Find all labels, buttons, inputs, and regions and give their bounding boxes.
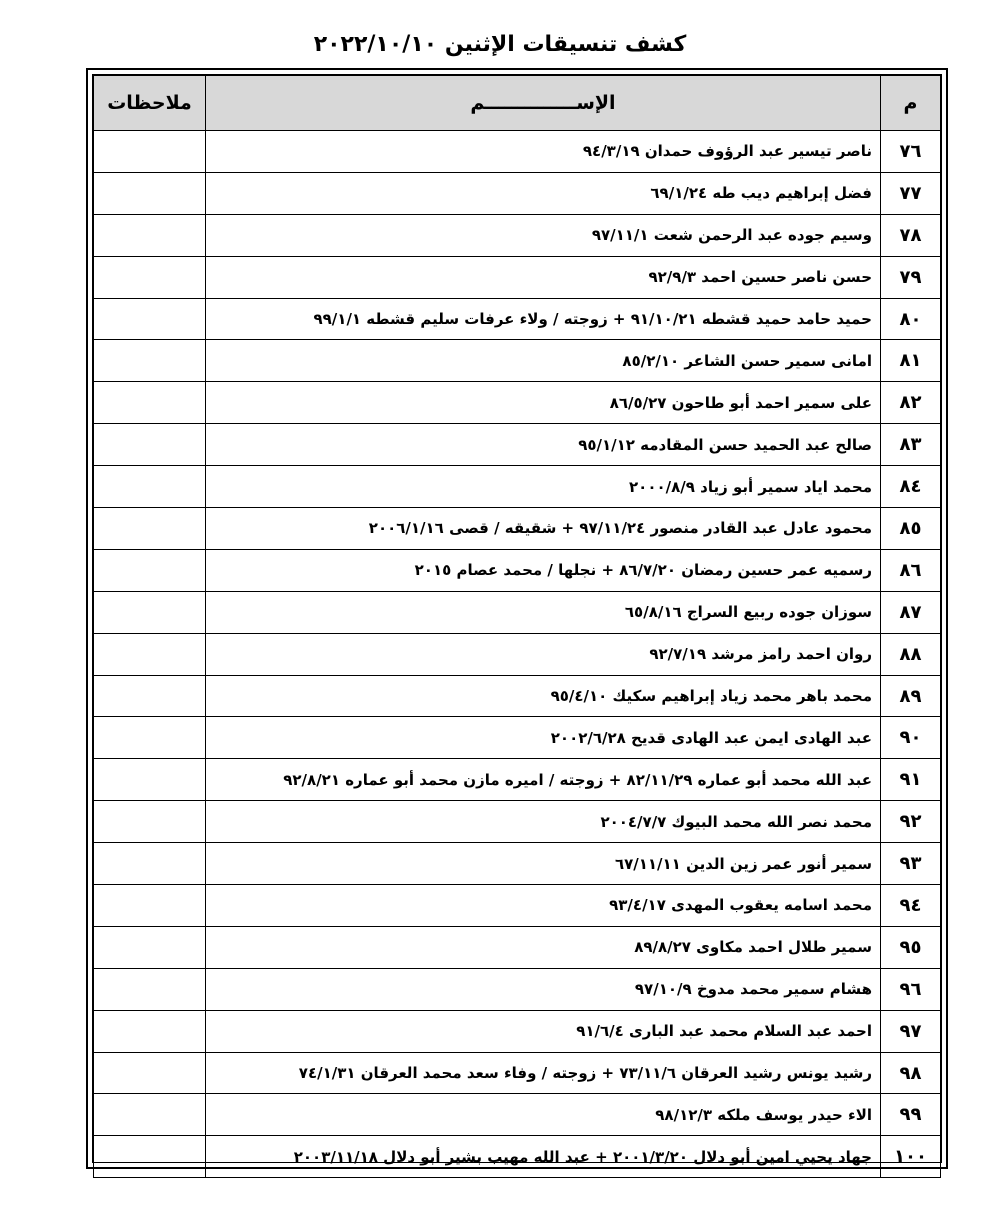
- row-number: ٨٢: [881, 382, 941, 424]
- row-name: احمد عبد السلام محمد عبد البارى ٩١/٦/٤: [206, 1010, 881, 1052]
- table-row: [94, 843, 941, 885]
- row-number: ٨١: [881, 340, 941, 382]
- table-row: [94, 340, 941, 382]
- table-row: [94, 1136, 941, 1178]
- row-notes: [94, 382, 206, 424]
- row-number: ٨٥: [881, 508, 941, 550]
- row-notes: [94, 131, 206, 173]
- row-number: ٩٢: [881, 801, 941, 843]
- row-number: ٩٩: [881, 1094, 941, 1136]
- row-notes: [94, 885, 206, 927]
- table-row: [94, 214, 941, 256]
- row-name: عبد الله محمد أبو عماره ٨٢/١١/٢٩ + زوجته / اميره مازن محمد أبو عماره ٩٢/٨/٢١: [206, 759, 881, 801]
- row-notes: [94, 801, 206, 843]
- row-name: محمود عادل عبد القادر منصور ٩٧/١١/٢٤ + شقيقه / قصى ٢٠٠٦/١/١٦: [206, 508, 881, 550]
- row-name: رشيد يونس رشيد العرقان ٧٣/١١/٦ + زوجته / وفاء سعد محمد العرقان ٧٤/١/٣١: [206, 1052, 881, 1094]
- table-row: [94, 591, 941, 633]
- row-number: ٩٣: [881, 843, 941, 885]
- table-row: [94, 759, 941, 801]
- row-name: هشام سمير محمد مدوخ ٩٧/١٠/٩: [206, 968, 881, 1010]
- row-name: الاء حيدر يوسف ملكه ٩٨/١٢/٣: [206, 1094, 881, 1136]
- row-name: وسيم جوده عبد الرحمن شعت ٩٧/١١/١: [206, 214, 881, 256]
- schedule-table-frame: [86, 68, 948, 1169]
- row-notes: [94, 1136, 206, 1178]
- table-row: [94, 633, 941, 675]
- row-number: ٩٦: [881, 968, 941, 1010]
- row-notes: [94, 843, 206, 885]
- row-name: محمد اياد سمير أبو زياد ٢٠٠٠/٨/٩: [206, 466, 881, 508]
- row-notes: [94, 466, 206, 508]
- row-name: سمير طلال احمد مكاوى ٨٩/٨/٢٧: [206, 926, 881, 968]
- row-name: فضل إبراهيم ديب طه ٦٩/١/٢٤: [206, 172, 881, 214]
- table-row: [94, 1094, 941, 1136]
- header-number: م: [881, 76, 941, 131]
- row-notes: [94, 340, 206, 382]
- row-notes: [94, 759, 206, 801]
- table-row: [94, 382, 941, 424]
- row-notes: [94, 508, 206, 550]
- row-number: ٧٧: [881, 172, 941, 214]
- table-row: [94, 885, 941, 927]
- row-name: حسن ناصر حسين احمد ٩٢/٩/٣: [206, 256, 881, 298]
- row-name: محمد باهر محمد زياد إبراهيم سكيك ٩٥/٤/١٠: [206, 675, 881, 717]
- table-row: [94, 717, 941, 759]
- row-notes: [94, 172, 206, 214]
- row-name: روان احمد رامز مرشد ٩٢/٧/١٩: [206, 633, 881, 675]
- row-notes: [94, 256, 206, 298]
- row-number: ٩١: [881, 759, 941, 801]
- header-name: الإســــــــــــــم: [206, 76, 881, 131]
- row-number: ٩٥: [881, 926, 941, 968]
- row-number: ٩٠: [881, 717, 941, 759]
- row-name: ناصر تيسير عبد الرؤوف حمدان ٩٤/٣/١٩: [206, 131, 881, 173]
- table-row: [94, 926, 941, 968]
- row-name: سوزان جوده ربيع السراج ٦٥/٨/١٦: [206, 591, 881, 633]
- table-row: [94, 298, 941, 340]
- row-notes: [94, 633, 206, 675]
- table-row: [94, 466, 941, 508]
- row-name: جهاد يحيي امين أبو دلال ٢٠٠١/٣/٢٠ + عبد الله مهيب بشير أبو دلال ٢٠٠٣/١١/١٨: [206, 1136, 881, 1178]
- row-notes: [94, 298, 206, 340]
- row-number: ١٠٠: [881, 1136, 941, 1178]
- row-number: ٩٧: [881, 1010, 941, 1052]
- header-notes: ملاحظات: [94, 76, 206, 131]
- row-notes: [94, 968, 206, 1010]
- row-number: ٩٨: [881, 1052, 941, 1094]
- table-row: [94, 508, 941, 550]
- table-header-row: [94, 76, 941, 131]
- schedule-table: [93, 75, 941, 1178]
- row-notes: [94, 424, 206, 466]
- row-number: ٧٦: [881, 131, 941, 173]
- row-number: ٨٠: [881, 298, 941, 340]
- row-name: صالح عبد الحميد حسن المقادمه ٩٥/١/١٢: [206, 424, 881, 466]
- table-row: [94, 968, 941, 1010]
- table-row: [94, 675, 941, 717]
- row-notes: [94, 926, 206, 968]
- row-notes: [94, 675, 206, 717]
- row-notes: [94, 549, 206, 591]
- row-name: عبد الهادى ايمن عبد الهادى قديح ٢٠٠٢/٦/٢٨: [206, 717, 881, 759]
- table-body: [94, 131, 941, 1178]
- table-row: [94, 256, 941, 298]
- row-name: محمد نصر الله محمد البيوك ٢٠٠٤/٧/٧: [206, 801, 881, 843]
- row-notes: [94, 1010, 206, 1052]
- row-notes: [94, 1052, 206, 1094]
- row-number: ٧٩: [881, 256, 941, 298]
- table-row: [94, 131, 941, 173]
- table-row: [94, 1010, 941, 1052]
- row-name: حميد حامد حميد قشطه ٩١/١٠/٢١ + زوجته / ولاء عرفات سليم قشطه ٩٩/١/١: [206, 298, 881, 340]
- row-notes: [94, 591, 206, 633]
- row-number: ٨٤: [881, 466, 941, 508]
- row-name: امانى سمير حسن الشاعر ٨٥/٢/١٠: [206, 340, 881, 382]
- row-number: ٨٨: [881, 633, 941, 675]
- row-number: ٩٤: [881, 885, 941, 927]
- row-name: سمير أنور عمر زين الدين ٦٧/١١/١١: [206, 843, 881, 885]
- table-row: [94, 172, 941, 214]
- row-number: ٧٨: [881, 214, 941, 256]
- row-number: ٨٧: [881, 591, 941, 633]
- row-notes: [94, 717, 206, 759]
- row-name: محمد اسامه يعقوب المهدى ٩٣/٤/١٧: [206, 885, 881, 927]
- table-row: [94, 801, 941, 843]
- row-number: ٨٩: [881, 675, 941, 717]
- table-row: [94, 549, 941, 591]
- table-row: [94, 1052, 941, 1094]
- row-name: على سمير احمد أبو طاحون ٨٦/٥/٢٧: [206, 382, 881, 424]
- row-name: رسميه عمر حسين رمضان ٨٦/٧/٢٠ + نجلها / محمد عصام ٢٠١٥: [206, 549, 881, 591]
- row-number: ٨٦: [881, 549, 941, 591]
- row-notes: [94, 1094, 206, 1136]
- row-number: ٨٣: [881, 424, 941, 466]
- table-row: [94, 424, 941, 466]
- row-notes: [94, 214, 206, 256]
- page-title: كشف تنسيقات الإثنين ٢٠٢٢/١٠/١٠: [313, 32, 687, 57]
